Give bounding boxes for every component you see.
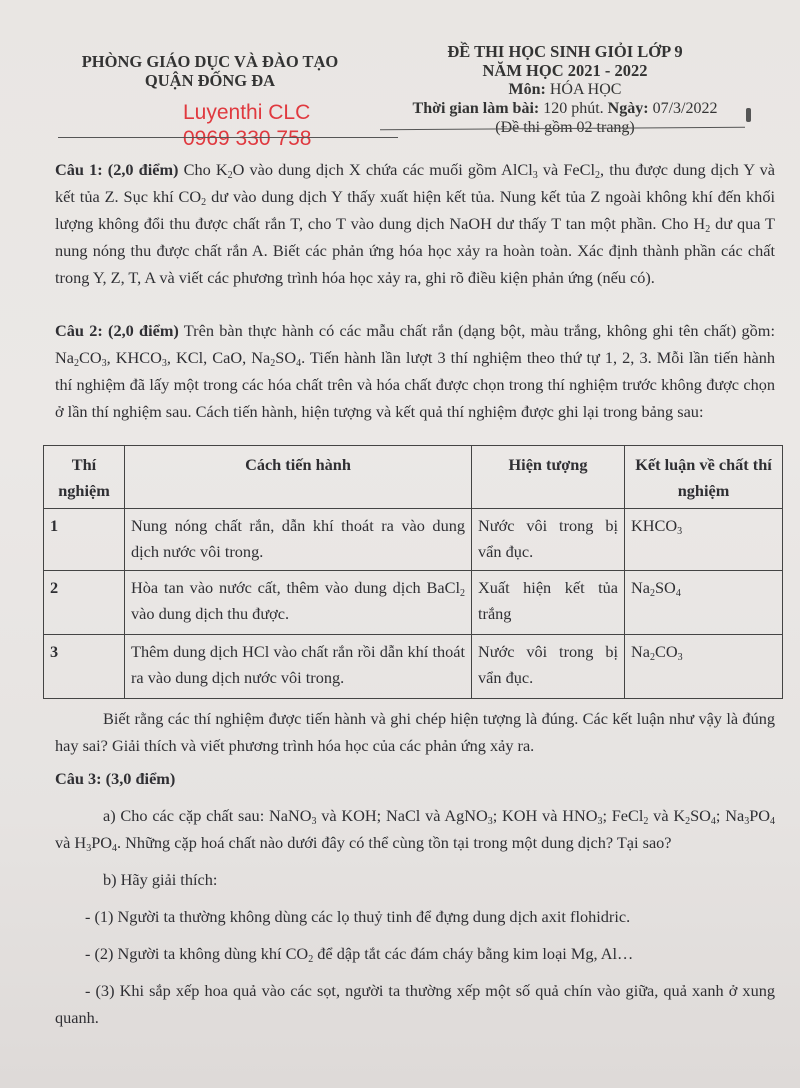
office-name: PHÒNG GIÁO DỤC VÀ ĐÀO TẠO xyxy=(81,52,339,71)
subject-label: Môn: xyxy=(508,81,546,98)
subscript: 4 xyxy=(296,358,302,369)
text: Hòa tan vào nước cất, thêm vào dung dịch BaCl xyxy=(131,578,460,597)
header-method: Cách tiến hành xyxy=(125,446,472,509)
watermark-phone: 0969 330 758 xyxy=(183,127,312,150)
question-2 xyxy=(55,317,775,425)
text: ; FeCl xyxy=(602,806,644,825)
subscript: 4 xyxy=(675,588,681,599)
text: Na xyxy=(631,642,650,661)
subscript: 3 xyxy=(311,816,317,827)
subscript: 2 xyxy=(705,224,711,235)
subscript: 3 xyxy=(101,358,107,369)
text: CO xyxy=(78,348,102,367)
experiment-number: 1 xyxy=(44,509,125,571)
question-2-followup: Biết rằng các thí nghiệm được tiến hành và ghi chép hiện tượng là đúng. Các kết luận như vậy là đúng hay sai? Giải thích và viết phương trình hóa học của các phản ứng xảy ra. xyxy=(55,709,775,755)
text: để dập tắt các đám cháy bằng kim loại Mg, Al… xyxy=(313,944,634,963)
text: KHCO xyxy=(631,516,678,535)
subscript: 2 xyxy=(595,170,601,181)
text: PO xyxy=(91,833,113,852)
issuing-office xyxy=(60,52,360,90)
subscript: 2 xyxy=(308,954,314,965)
experiment-number: 2 xyxy=(44,571,125,635)
table-row xyxy=(44,571,783,635)
text: , thu được dung dịch Y và kết tủa Z. Sục khí CO xyxy=(55,160,776,206)
text: SO xyxy=(690,806,711,825)
subscript: 4 xyxy=(710,816,716,827)
text: . Tiến hành lần lượt 3 thí nghiệm theo thứ tự 1, 2, 3. Mỗi lần tiến hành thí nghiệm đã lấy một trong các hóa chất trên và hóa chất được chọn trong thí nghiệm trước không được chọn ở lần thí nghiệm sau. Cách tiến hành, hiện tượng và kết quả thí nghiệm được ghi lại trong bảng sau: xyxy=(55,348,776,421)
subject-line xyxy=(380,80,750,99)
experiment-table xyxy=(43,445,783,699)
subscript: 3 xyxy=(677,526,683,537)
exam-title: ĐỀ THI HỌC SINH GIỎI LỚP 9 xyxy=(447,42,683,61)
subscript: 2 xyxy=(685,816,691,827)
subscript: 3 xyxy=(597,816,603,827)
method-cell: Nung nóng chất rắn, dẫn khí thoát ra vào dung dịch nước vôi trong. xyxy=(125,509,472,571)
text: Trên bàn thực hành có các mẫu chất rắn (dạng bột, màu trắng, không ghi tên chất) gồm: Na xyxy=(55,321,775,367)
subscript: 2 xyxy=(270,358,276,369)
question-1 xyxy=(55,156,775,291)
text: ; KOH và HNO xyxy=(492,806,598,825)
time-label: Thời gian làm bài: xyxy=(412,100,540,117)
text: CO xyxy=(654,642,678,661)
text: và KOH; NaCl và AgNO xyxy=(316,806,488,825)
text: và K xyxy=(648,806,686,825)
phenomenon-cell: Nước vôi trong bị vẩn đục. xyxy=(472,509,625,571)
school-year: NĂM HỌC 2021 - 2022 xyxy=(482,61,648,80)
question-3b-item-3: - (3) Khi sắp xếp hoa quả vào các sọt, người ta thường xếp một số quả chín vào giữa, quả xanh ở xung quanh. xyxy=(55,981,775,1027)
conclusion-cell xyxy=(625,635,783,699)
exam-info xyxy=(380,42,750,137)
subscript: 3 xyxy=(487,816,493,827)
text: SO xyxy=(275,348,297,367)
subscript: 2 xyxy=(649,588,655,599)
text: vào dung dịch thu được. xyxy=(131,604,290,623)
question-3a xyxy=(55,802,775,856)
phenomenon-cell: Xuất hiện kết tủa trắng xyxy=(472,571,625,635)
watermark xyxy=(183,100,311,152)
subscript: 2 xyxy=(227,170,233,181)
subscript: 2 xyxy=(201,197,207,208)
header-divider-left xyxy=(58,137,398,138)
text: . Những cặp hoá chất nào dưới đây có thể cùng tồn tại trong một dung dịch? Tại sao? xyxy=(117,833,672,852)
method-cell xyxy=(125,571,472,635)
text: SO xyxy=(654,578,676,597)
subscript: 4 xyxy=(770,816,776,827)
pages-note: (Đề thi gồm 02 trang) xyxy=(495,119,635,136)
question-3b-item-2 xyxy=(55,940,775,967)
question-3 xyxy=(55,765,775,1031)
time-date-line xyxy=(380,99,750,118)
question-3b-intro: b) Hãy giải thích: xyxy=(103,870,218,889)
phenomenon-cell: Nước vôi trong bị vẩn đục. xyxy=(472,635,625,699)
district-name: QUẬN ĐỐNG ĐA xyxy=(144,71,276,90)
subscript: 2 xyxy=(73,358,79,369)
subscript: 3 xyxy=(744,816,750,827)
experiment-number: 3 xyxy=(44,635,125,699)
question-2-label: Câu 2: (2,0 điểm) xyxy=(55,321,179,340)
subject-value: HÓA HỌC xyxy=(549,81,622,98)
text: Na xyxy=(631,578,650,597)
question-1-label: Câu 1: (2,0 điểm) xyxy=(55,160,179,179)
text: Cho K xyxy=(178,160,228,179)
text: dư vào dung dịch Y thấy xuất hiện kết tủa. Nung kết tủa Z ngoài không khí đến khối lượng không đổi thu được chất rắn T, cho T vào dung dịch NaOH dư thấy T tan một phần. Cho H xyxy=(55,187,775,233)
text: , KHCO xyxy=(106,348,162,367)
subscript: 3 xyxy=(677,652,683,663)
date-label: Ngày: xyxy=(607,100,649,117)
text: a) Cho các cặp chất sau: NaNO xyxy=(103,806,312,825)
text: dư qua T nung nóng thu được chất rắn A. Biết các phản ứng hóa học xảy ra hoàn toàn. Xác định thành phần các chất trong Y, Z, T, A và viết các phương trình hóa học xảy ra, ghi rõ điều kiện phản ứng (nếu có). xyxy=(55,214,775,287)
table-header-row xyxy=(44,446,783,509)
conclusion-cell xyxy=(625,571,783,635)
subscript: 2 xyxy=(649,652,655,663)
pen-mark xyxy=(746,108,751,122)
header-conclusion: Kết luận về chất thí nghiệm xyxy=(625,446,783,509)
text: và H xyxy=(55,833,87,852)
question-3-label: Câu 3: (3,0 điểm) xyxy=(55,769,176,788)
subscript: 3 xyxy=(532,170,538,181)
header-phenomenon: Hiện tượng xyxy=(472,446,625,509)
date-value: 07/3/2022 xyxy=(652,100,718,117)
text: và FeCl xyxy=(537,160,596,179)
table-row xyxy=(44,635,783,699)
subscript: 3 xyxy=(161,358,167,369)
subscript: 2 xyxy=(643,816,649,827)
table-row xyxy=(44,509,783,571)
subscript: 2 xyxy=(460,588,465,599)
text: , KCl, CaO, Na xyxy=(166,348,271,367)
text: - (2) Người ta không dùng khí CO xyxy=(85,944,309,963)
conclusion-cell xyxy=(625,509,783,571)
subscript: 4 xyxy=(112,843,118,854)
watermark-name: Luyenthi CLC xyxy=(183,101,311,124)
method-cell: Thêm dung dịch HCl vào chất rắn rồi dẫn khí thoát ra vào dung dịch nước vôi trong. xyxy=(125,635,472,699)
subscript: 3 xyxy=(86,843,92,854)
header-experiment: Thí nghiệm xyxy=(44,446,125,509)
text: O vào dung dịch X chứa các muối gồm AlCl xyxy=(232,160,533,179)
text: PO xyxy=(749,806,771,825)
question-3b-item-1: - (1) Người ta thường không dùng các lọ thuỷ tinh để đựng dung dịch axit flohidric. xyxy=(85,907,631,926)
text: ; Na xyxy=(715,806,745,825)
time-value: 120 phút. xyxy=(543,100,604,117)
